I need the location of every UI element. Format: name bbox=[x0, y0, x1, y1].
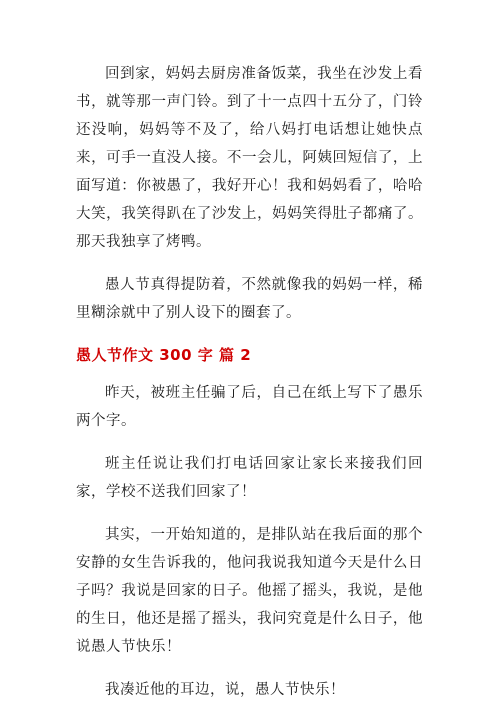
document-body bbox=[76, 60, 423, 704]
paragraph-beware: 愚人节真得提防着，不然就像我的妈妈一样，稀里糊涂就中了别人设下的圈套了。 bbox=[76, 277, 423, 321]
paragraph-teacher-said: 班主任说让我们打电话回家让家长来接我们回家，学校不送我们回家了！ bbox=[76, 456, 423, 500]
paragraph-yesterday: 昨天，被班主任骗了后，自己在纸上写下了愚乐两个字。 bbox=[76, 385, 423, 429]
paragraph-actually: 其实，一开始知道的，是排队站在我后面的那个安静的女生告诉我的，他问我说我知道今天是什么日子吗？我说是回家的日子。他摇了摇头，我说，是他的生日，他还是摇了摇头，我问究竟是什么日子，他说愚人节快乐！ bbox=[76, 527, 423, 655]
paragraph-arrive-home: 回到家，妈妈去厨房准备饭菜，我坐在沙发上看书，就等那一声门铃。到了十一点四十五分了，门铃还没响，妈妈等不及了，给八妈打电话想让她快点来，可手一直没人接。不一会儿，阿姨回短信了，上面写道：你被愚了，我好开心！我和妈妈看了，哈哈大笑，我笑得趴在了沙发上，妈妈笑得肚子都痛了。那天我独享了烤鸭。 bbox=[76, 66, 423, 250]
paragraph-whisper: 我凑近他的耳边，说，愚人节快乐！ bbox=[105, 682, 345, 698]
section-title: 愚人节作文 300 字 篇 2 bbox=[76, 346, 252, 364]
